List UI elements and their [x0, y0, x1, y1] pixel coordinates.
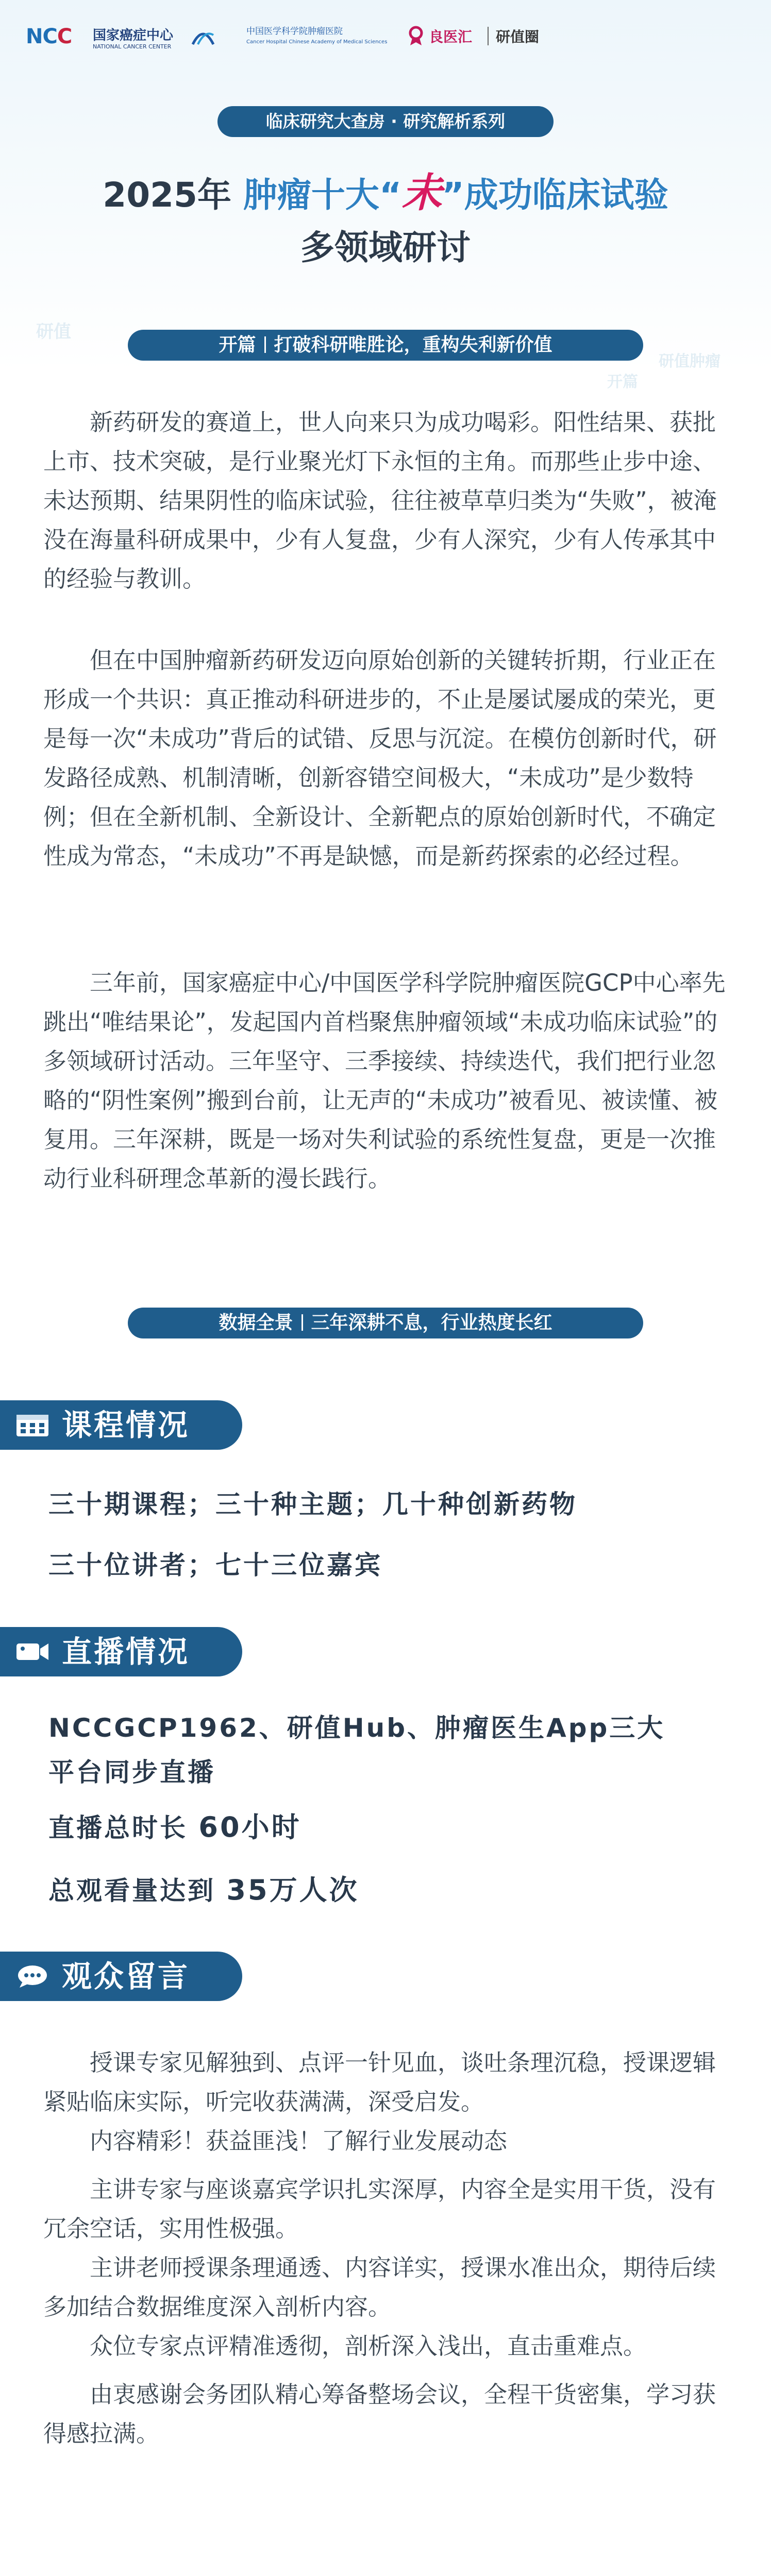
partner-logo-name-2: 研值圈 [496, 28, 540, 45]
page-title-line2: 多领域研讨 [300, 228, 471, 267]
watermark-text: 开篇 [607, 373, 638, 391]
ncc-logo-mark: NCC [26, 25, 72, 48]
comment-item: 众位专家点评精准透彻，剖析深入浅出，直击重难点。 [90, 2332, 647, 2360]
video-camera-icon [15, 1639, 49, 1664]
title-highlight-wei: 未 [401, 170, 442, 216]
logo-divider [488, 27, 489, 45]
live-views: 总观看量达到 35万人次 [48, 1874, 359, 1906]
comment-item: 主讲专家与座谈嘉宾学识扎实深厚，内容全是实用干货，没有冗余空话，实用性极强。 [43, 2176, 716, 2242]
partner-logo-name: 良医汇 [429, 28, 473, 45]
hospital-logo-en: Cancer Hospital Chinese Academy of Medical Sciences [246, 39, 388, 45]
hospital-logo-icon [190, 22, 216, 48]
watermark-text: 研值肿瘤 [659, 352, 720, 370]
tab-course: 课程情况 [0, 1400, 242, 1450]
calendar-icon [15, 1413, 49, 1437]
tab-live: 直播情况 [0, 1627, 242, 1676]
liangyihui-logo-icon [407, 26, 425, 46]
page-title-line1: 2025年 肿瘤十大“未”成功临床试验 [103, 170, 668, 216]
series-label: 临床研究大查房 · 研究解析系列 [217, 106, 554, 137]
section-pill-data: 数据全景 三年深耕不息，行业热度长红 [128, 1308, 643, 1338]
hospital-logo-name: 中国医学科学院肿瘤医院 [246, 26, 343, 37]
course-stat-line: 三十位讲者；七十三位嘉宾 [48, 1550, 382, 1580]
comment-item: 授课专家见解独到、点评一针见血，谈吐条理沉稳，授课逻辑紧贴临床实际，听完收获满满，深受启发。 [43, 2049, 716, 2115]
live-stat-line: 平台同步直播 [48, 1757, 215, 1787]
comment-item: 主讲老师授课条理通透、内容详实，授课水准出众，期待后续多加结合数据维度深入剖析内容。 [43, 2254, 716, 2320]
course-stat-line: 三十期课程；三十种主题；几十种创新药物 [48, 1489, 577, 1519]
ncc-logo-name: 国家癌症中心 [93, 28, 174, 43]
intro-paragraph: 但在中国肿瘤新药研发迈向原始创新的关键转折期，行业正在形成一个共识：真正推动科研进步的，不止是屡试屡成的荣光，更是每一次“未成功”背后的试错、反思与沉淀。在模仿创新时代，研发路径成熟、机制清晰，创新容错空间极大，“未成功”是少数特例；但在全新机制、全新设计、全新靶点的原始创新时代，不确定性成为常态，“未成功”不再是缺憾，而是新药探索的必经过程。 [43, 647, 717, 870]
live-duration: 直播总时长 60小时 [48, 1811, 301, 1843]
comment-item: 内容精彩！获益匪浅！了解行业发展动态 [90, 2127, 508, 2155]
chat-bubble-icon [15, 1964, 49, 1989]
comment-item: 由衷感谢会务团队精心筹备整场会议，全程干货密集，学习获得感拉满。 [43, 2381, 716, 2447]
ncc-logo-en: NATIONAL CANCER CENTER [93, 43, 172, 50]
intro-paragraph: 新药研发的赛道上，世人向来只为成功喝彩。阳性结果、获批上市、技术突破，是行业聚光灯下永恒的主角。而那些止步中途、未达预期、结果阴性的临床试验，往往被草草归类为“失败”，被淹没在海量科研成果中，少有人复盘，少有人深究，少有人传承其中的经验与教训。 [43, 409, 717, 592]
live-stat-line: NCCGCP1962、研值Hub、肿瘤医生App三大 [48, 1713, 665, 1743]
section-pill-intro: 开篇 打破科研唯胜论，重构失利新价值 [128, 330, 643, 361]
watermark-text: 研值 [36, 321, 71, 342]
tab-comments: 观众留言 [0, 1952, 242, 2001]
intro-paragraph: 三年前，国家癌症中心/中国医学科学院肿瘤医院GCP中心率先跳出“唯结果论”，发起国内首档聚焦肿瘤领域“未成功临床试验”的多领域研讨活动。三年坚守、三季接续、持续迭代，我们把行业忽略的“阴性案例”搬到台前，让无声的“未成功”被看见、被读懂、被复用。三年深耕，既是一场对失利试验的系统性复盘，更是一次推动行业科研理念革新的漫长践行。 [43, 969, 726, 1192]
